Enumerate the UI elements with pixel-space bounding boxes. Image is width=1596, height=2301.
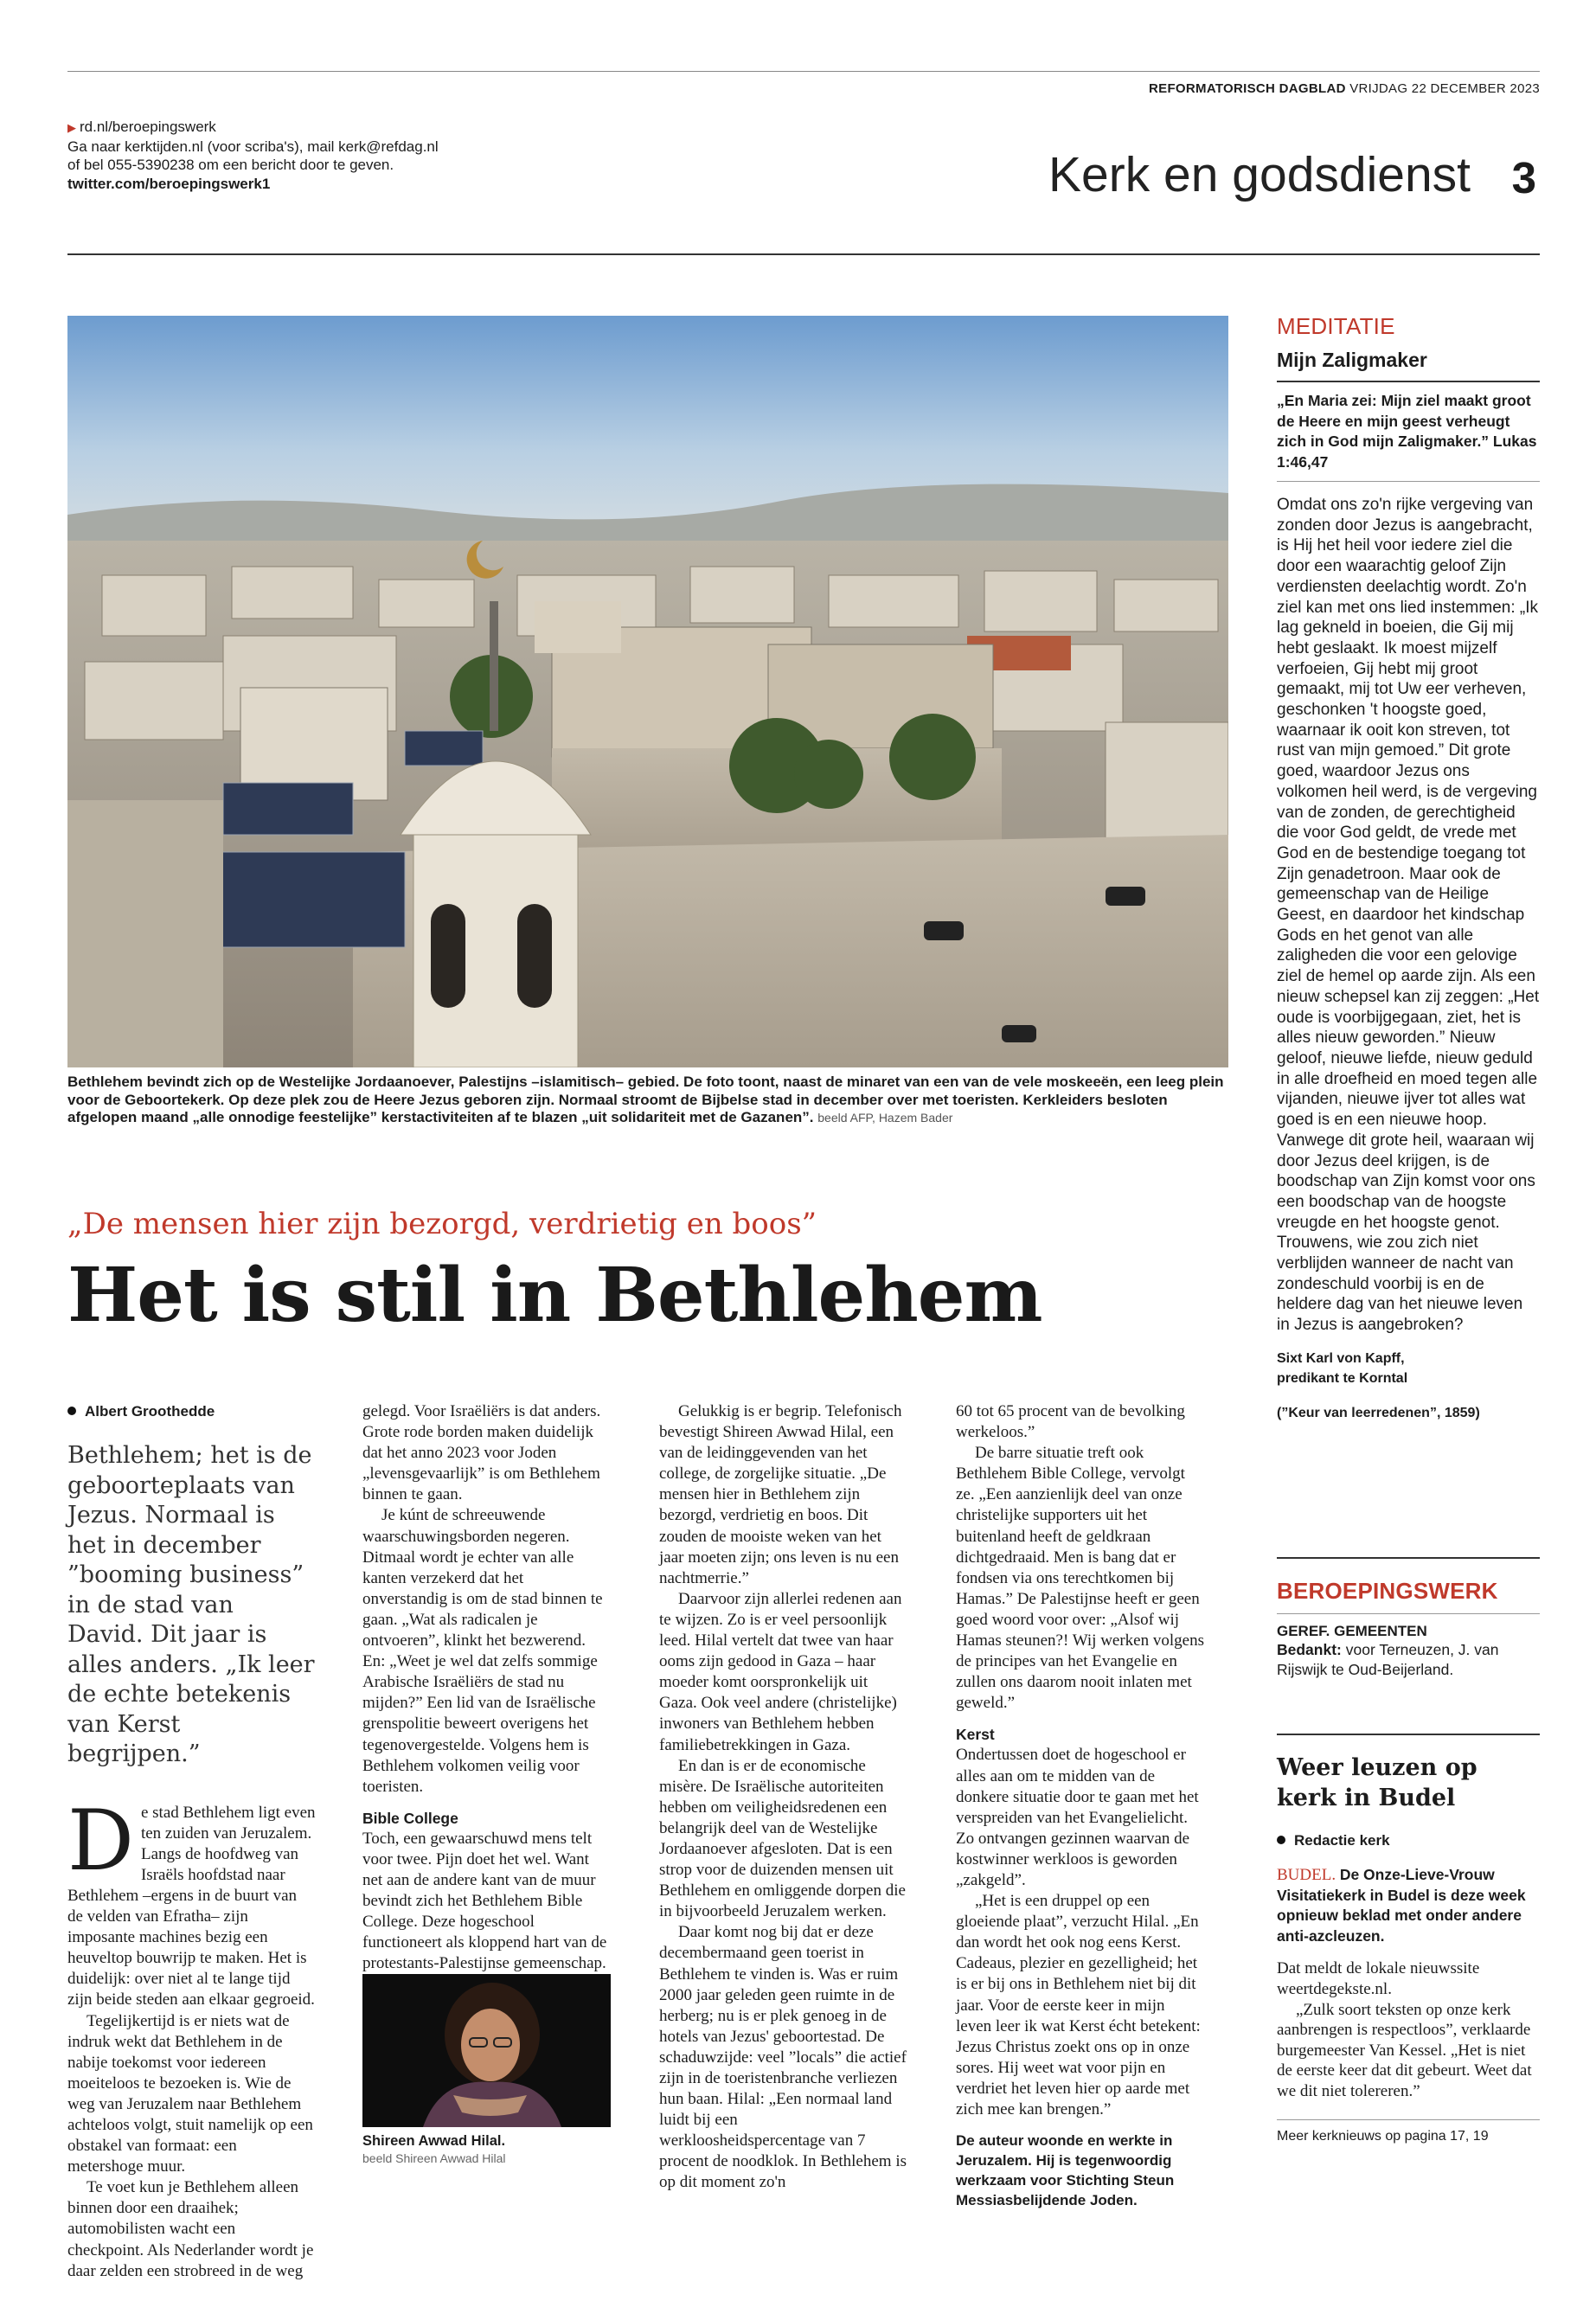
budel-author: Redactie kerk bbox=[1294, 1832, 1390, 1849]
newspaper-name: REFORMATORISCH DAGBLAD bbox=[1149, 81, 1346, 96]
paragraph bbox=[67, 1791, 316, 2011]
budel-lead-text: De Onze-Lieve-Vrouw Visitatiekerk in Budel is deze week opnieuw beklad met onder andere anti-azcleuzen. bbox=[1277, 1866, 1526, 1945]
article-headline: Het is stil in Bethlehem bbox=[67, 1252, 1042, 1339]
divider bbox=[1277, 381, 1540, 382]
budel-byline bbox=[1277, 1832, 1540, 1849]
article-intro: Bethlehem; het is de geboorteplaats van Jezus. Normaal is het in december ”booming business” in de stad van David. Dit jaar is alles anders. „Ik leer de echte betekenis van Kerst begrijpen.” bbox=[67, 1442, 315, 1768]
paragraph: Daar komt nog bij dat er deze decembermaand geen toerist in Bethlehem te vinden is. Was er ruim 2000 jaar geleden geen ruimte in de herberg; nu is er plek genoeg in de hotels van Jezus' geboortestad. De schaduwzijde: veel ”locals” die actief zijn in de toeristenbranche verliezen hun baan. Hilal: „Een normaal land luidt bij een werkloosheidspercentage van 7 procent de noodklok. In Bethlehem is op dit moment zo'n bbox=[659, 1923, 907, 2192]
article-kicker: „De mensen hier zijn bezorgd, verdrietig en boos” bbox=[67, 1207, 817, 1241]
paragraph: Daarvoor zijn allerlei redenen aan te wijzen. Zo is er veel persoonlijk leed. Hilal vertelt dat twee van haar ooms zijn gedood in Gaza – haar moeder komt oorspronkelijk uit Gaza. Ook veel andere (christelijke) inwoners van Bethlehem hebben familiebetrekkingen in Gaza. bbox=[659, 1589, 902, 1754]
twitter-link[interactable]: twitter.com/beroepingswerk1 bbox=[67, 175, 271, 192]
meditatie-label: MEDITATIE bbox=[1277, 313, 1395, 339]
author-name: Albert Groothedde bbox=[85, 1403, 215, 1420]
header-rule bbox=[67, 253, 1540, 255]
article-column-4 bbox=[956, 1401, 1204, 2210]
portrait-photo bbox=[362, 1974, 611, 2127]
paragraph: Toch, een gewaarschuwd mens telt voor twee. Pijn doet het wel. Want net aan de andere kant van de muur bevindt zich het Bethlehem Bible College. Deze hogeschool functioneert als kloppend hart van de protestants-Palestijnse gemeenschap. bbox=[362, 1829, 607, 1973]
paragraph: De barre situatie treft ook Bethlehem Bible College, vervolgt ze. „Een aanzienlijk deel van onze christelijke supporters uit het buitenland heeft de geldkraan dichtgedraaid. Men is bang dat er fondsen via ons terechtkomen bij Hamas.” De Palestijnse heeft er geen goed woord voor over: „Alsof wij Hamas steunen?! Wij werken volgens de principes van het Evangelie en zullen ons daarom nooit inlaten met geweld.” bbox=[956, 1444, 1204, 1713]
photo-caption bbox=[67, 1074, 1228, 1127]
article-column-3 bbox=[659, 1401, 907, 2194]
bethlehem-aerial-image bbox=[67, 316, 1228, 1067]
bethlehem-photo bbox=[67, 316, 1228, 1067]
meditatie-author bbox=[1277, 1349, 1540, 1388]
meditatie-quote: „En Maria zei: Mijn ziel maakt groot de Heere en mijn geest verheugt zich in God mijn Zaligmaker.” Lukas 1:46,47 bbox=[1277, 392, 1537, 471]
entry-text: voor Terneuzen, J. van Rijswijk te Oud-Beijerland. bbox=[1277, 1641, 1499, 1678]
tip-box bbox=[67, 118, 535, 193]
issue-date: VRIJDAG 22 DECEMBER 2023 bbox=[1349, 81, 1540, 96]
paragraph: En dan is er de economische misère. De Israëlische autoriteiten hebben om veiligheidsredenen een belangrijk deel van de Westelijke Jordaanoever afgesloten. Dat is een strop voor de duizenden mensen uit Bethlehem en omliggende dorpen die in bijvoorbeeld Jeruzalem werken. bbox=[659, 1756, 906, 1921]
meditatie-source: (”Keur van leerredenen”, 1859) bbox=[1277, 1405, 1480, 1420]
tip-line-2: of bel 055-5390238 om een bericht door te geven. bbox=[67, 157, 394, 173]
paragraph: Gelukkig is er begrip. Telefonisch bevestigt Shireen Awwad Hilal, een van de leidinggevenden van het college, de zorgelijke situatie. „De mensen hier in Bethlehem zijn bezorgd, verdrietig en boos. Dit zouden de mooiste weken van het jaar moeten zijn; ons leven is nu een nachtmerrie.” bbox=[659, 1402, 902, 1587]
subhead: Bible College bbox=[362, 1809, 458, 1827]
bullet-icon bbox=[1277, 1836, 1285, 1844]
entry-label: Bedankt: bbox=[1277, 1641, 1342, 1658]
photo-credit: beeld AFP, Hazem Bader bbox=[817, 1111, 953, 1125]
byline bbox=[67, 1401, 316, 1422]
page-number: 3 bbox=[1511, 153, 1536, 202]
paragraph: Je kúnt de schreeuwende waarschuwingsborden negeren. Ditmaal wordt je echter van alle kanten verzekerd dat het onverstandig is om de stad binnen te gaan. „Wat als radicalen je ontvoeren”, klinkt het bezwerend. En: „Weet je wel dat zelfs sommige Arabische Israëliërs de stad nu mijden?” Een lid van de Israëlische grenspolitie beweert overigens het tegenovergestelde. Volgens hem is Bethlehem volkomen veilig voor toeristen. bbox=[362, 1506, 603, 1796]
meditatie-box bbox=[1277, 313, 1540, 1421]
budel-lead bbox=[1277, 1865, 1540, 1946]
paragraph: Te voet kun je Bethlehem alleen binnen door een draaihek; automobilisten wacht een checkpoint. Als Nederlander wordt je daar zelden een strobreed in de weg bbox=[67, 2178, 314, 2280]
portrait-image bbox=[362, 1974, 611, 2127]
paragraph: gelegd. Voor Israëliërs is dat anders. Grote rode borden maken duidelijk dat het anno 2023 voor Joden „levensgevaarlijk” is om Bethlehem binnen te gaan. bbox=[362, 1402, 601, 1504]
meditatie-title: Mijn Zaligmaker bbox=[1277, 349, 1427, 371]
photo-caption-text: Bethlehem bevindt zich op de Westelijke Jordaanoever, Palestijns –islamitisch– gebied. De foto toont, naast de minaret van een van de vele moskeeën, een leeg plein voor de Geboortekerk. Op deze plek zou de Heere Jezus geboren zijn. Normaal stroomt de Bijbelse stad in december over met toeristen. Kerkleiders besloten afgelopen maand „alle onnodige feestelijke” kerstactiviteiten af te blazen „uit solidariteit met de Gazanen”. bbox=[67, 1074, 1224, 1126]
article-column-1 bbox=[67, 1401, 316, 2282]
section-title: Kerk en godsdienst bbox=[1048, 147, 1471, 202]
masthead bbox=[1047, 81, 1540, 96]
author-note: De auteur woonde en werkte in Jeruzalem. Hij is tegenwoordig werkzaam voor Stichting Steun Messiasbelijdende Joden. bbox=[956, 2132, 1175, 2209]
dateline: BUDEL. bbox=[1277, 1866, 1336, 1884]
portrait-caption bbox=[362, 2132, 611, 2167]
portrait-caption-text: Shireen Awwad Hilal. bbox=[362, 2133, 506, 2149]
top-rule bbox=[67, 71, 1540, 72]
dropcap: D bbox=[67, 1791, 134, 1889]
divider bbox=[1277, 2119, 1540, 2120]
budel-body-2: „Zulk soort teksten op onze kerk aanbrengen is respectloos”, verklaarde burgemeester Van Kessel. „Het is niet de eerste keer dat dit gebeurt. Weet dat we dit niet tolereren.” bbox=[1277, 2000, 1532, 2100]
budel-headline: Weer leuzen op kerk in Budel bbox=[1277, 1754, 1477, 1811]
divider bbox=[1277, 1734, 1540, 1735]
divider bbox=[1277, 481, 1540, 482]
budel-article bbox=[1277, 1734, 1540, 2144]
budel-body-1: Dat meldt de lokale nieuwssite weertdegekste.nl. bbox=[1277, 1959, 1480, 1998]
arrow-right-icon: ▶ bbox=[67, 121, 76, 134]
more-news-link[interactable]: Meer kerknieuws op pagina 17, 19 bbox=[1277, 2128, 1489, 2144]
article-column-2 bbox=[362, 1401, 611, 1974]
denomination: GEREF. GEMEENTEN bbox=[1277, 1623, 1427, 1639]
tip-line-1: Ga naar kerktijden.nl (voor scriba's), mail kerk@refdag.nl bbox=[67, 138, 439, 155]
beroepingswerk-label: BEROEPINGSWERK bbox=[1277, 1578, 1498, 1604]
beroepingswerk-box bbox=[1277, 1557, 1540, 1680]
divider bbox=[1277, 1557, 1540, 1559]
bullet-icon bbox=[67, 1407, 76, 1415]
paragraph: „Het is een druppel op een gloeiende plaat”, verzucht Hilal. „En dan wordt het ook nog eens Kerst. Cadeaus, plezier en gezelligheid; het is er bij ons in Bethlehem niet bij dit jaar. Voor de eerste keer in mijn leven leer ik wat Kerst écht betekent: Jezus Christus zoekt ons op in onze sores. Hij weet wat voor pijn en verdriet het leven hier op aarde met zich mee kan brengen.” bbox=[956, 1892, 1201, 2118]
beroepingswerk-link[interactable]: rd.nl/beroepingswerk bbox=[80, 119, 216, 135]
paragraph-text: e stad Bethlehem ligt even ten zuiden van Jeruzalem. Langs de hoofdweg van Israëls hoofdstad naar Bethlehem –ergens in de buurt van de velden van Efratha– zijn imposante machines bezig een heuveltop bouwrijp te maken. Het is duidelijk: over niet al te lange tijd zijn beide steden aan elkaar gegroeid. bbox=[67, 1803, 316, 2009]
paragraph: Ondertussen doet de hogeschool er alles aan om te midden van de donkere situatie door te gaan met het verspreiden van het Evangelielicht. Zo ontvangen gezinnen waarvan de kostwinner werkloos is geworden „zakgeld”. bbox=[956, 1746, 1199, 1889]
paragraph: 60 tot 65 procent van de bevolking werkeloos.” bbox=[956, 1402, 1185, 1442]
paragraph: Tegelijkertijd is er niets wat de indruk wekt dat Bethlehem in de nabije toekomst voor iedereen moeiteloos te bezoeken is. Wie de weg van Jeruzalem naar Bethlehem achteloos volgt, stuit namelijk op een obstakel van formaat: een metershoge muur. bbox=[67, 2011, 313, 2176]
beroeping-entry bbox=[1277, 1640, 1540, 1680]
divider bbox=[1277, 1613, 1540, 1614]
subhead: Kerst bbox=[956, 1726, 995, 1744]
meditatie-body: Omdat ons zo'n rijke vergeving van zonden door Jezus is aangebracht, is Hij het heil voor iedere ziel die door een waarachtig geloof Zijn verdiensten deelachtig wordt. Zo'n ziel kan met ons lied instemmen: „Ik lag gekneld in boeien, die Gij mij hebt geslaakt. Ik moest mijzelf verfoeien, Gij hebt mij groot gemaakt, mij tot Uw eer verheven, geschonken 't hoogste goed, waarnaar ik ooit kon streven, tot rust van mijn gemoed.” Dit grote goed, waardoor Jezus ons volkomen heil werd, is de vergeving van de zonden, de gerechtigheid die voor God geldt, de vrede met God en de bestendige toegang tot Zijn genadetroon. Maar ook de gemeenschap van de Heilige Geest, en daardoor het kindschap Gods en het genot van alle zaligheden die voor een gelovige ziel de hemel op aarde zijn. Als een nieuw schepsel kan zij zeggen: „Het oude is voorbijgegaan, ziet, het is alles nieuw geworden.” Nieuw geloof, nieuwe liefde, nieuw geduld in alle droefheid en moed tegen alle vijanden, nieuwe ijver tot alles wat goed is en een nieuwe hoop. Vanwege dit grote heil, waaraan wij door Jezus deel krijgen, is de boodschap van Zijn komst voor ons een boodschap van de hoogste vreugde en het hoogste genot. Trouwens, wie zou zich niet verblijden wanneer de nacht van zondeschuld voorbij is en de heldere dag van het nieuwe leven in Jezus is aangebroken? bbox=[1277, 496, 1540, 1335]
meditatie-author-role: predikant te Korntal bbox=[1277, 1370, 1408, 1386]
portrait-credit: beeld Shireen Awwad Hilal bbox=[362, 2151, 506, 2165]
meditatie-author-name: Sixt Karl von Kapff, bbox=[1277, 1350, 1405, 1366]
